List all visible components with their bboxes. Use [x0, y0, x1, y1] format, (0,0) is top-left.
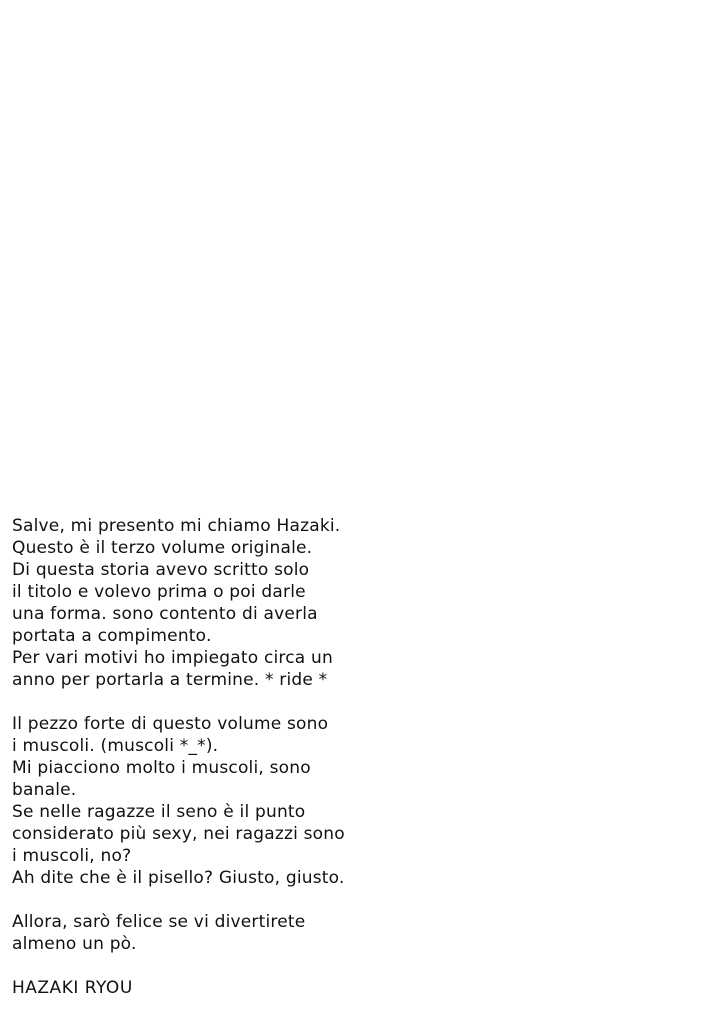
text-line: i muscoli. (muscoli *_*). — [12, 736, 219, 756]
text-line: Salve, mi presento mi chiamo Hazaki. — [12, 516, 341, 536]
text-line: Se nelle ragazze il seno è il punto — [12, 802, 306, 822]
paragraph-spacer — [12, 889, 412, 911]
text-line: anno per portarla a termine. * ride * — [12, 670, 328, 690]
text-line: una forma. sono contento di averla — [12, 604, 318, 624]
paragraph-closing — [12, 911, 412, 955]
text-line: il titolo e volevo prima o poi darle — [12, 582, 306, 602]
text-line: Il pezzo forte di questo volume sono — [12, 714, 329, 734]
text-line: Ah dite che è il pisello? Giusto, giusto. — [12, 868, 345, 888]
text-line: Per vari motivi ho impiegato circa un — [12, 648, 333, 668]
text-line: i muscoli, no? — [12, 846, 132, 866]
afterword-note — [12, 515, 412, 999]
paragraph-spacer — [12, 691, 412, 713]
paragraph-intro — [12, 515, 412, 691]
text-line: banale. — [12, 780, 77, 800]
text-line: considerato più sexy, nei ragazzi sono — [12, 824, 345, 844]
text-line: Questo è il terzo volume originale. — [12, 538, 313, 558]
paragraph-muscles — [12, 713, 412, 889]
text-line: Di questa storia avevo scritto solo — [12, 560, 310, 580]
text-line: Mi piacciono molto i muscoli, sono — [12, 758, 311, 778]
text-line: Allora, sarò felice se vi divertirete — [12, 912, 306, 932]
text-line: almeno un pò. — [12, 934, 137, 954]
author-signature: HAZAKI RYOU — [12, 978, 133, 998]
paragraph-spacer — [12, 955, 412, 977]
text-line: portata a compimento. — [12, 626, 212, 646]
